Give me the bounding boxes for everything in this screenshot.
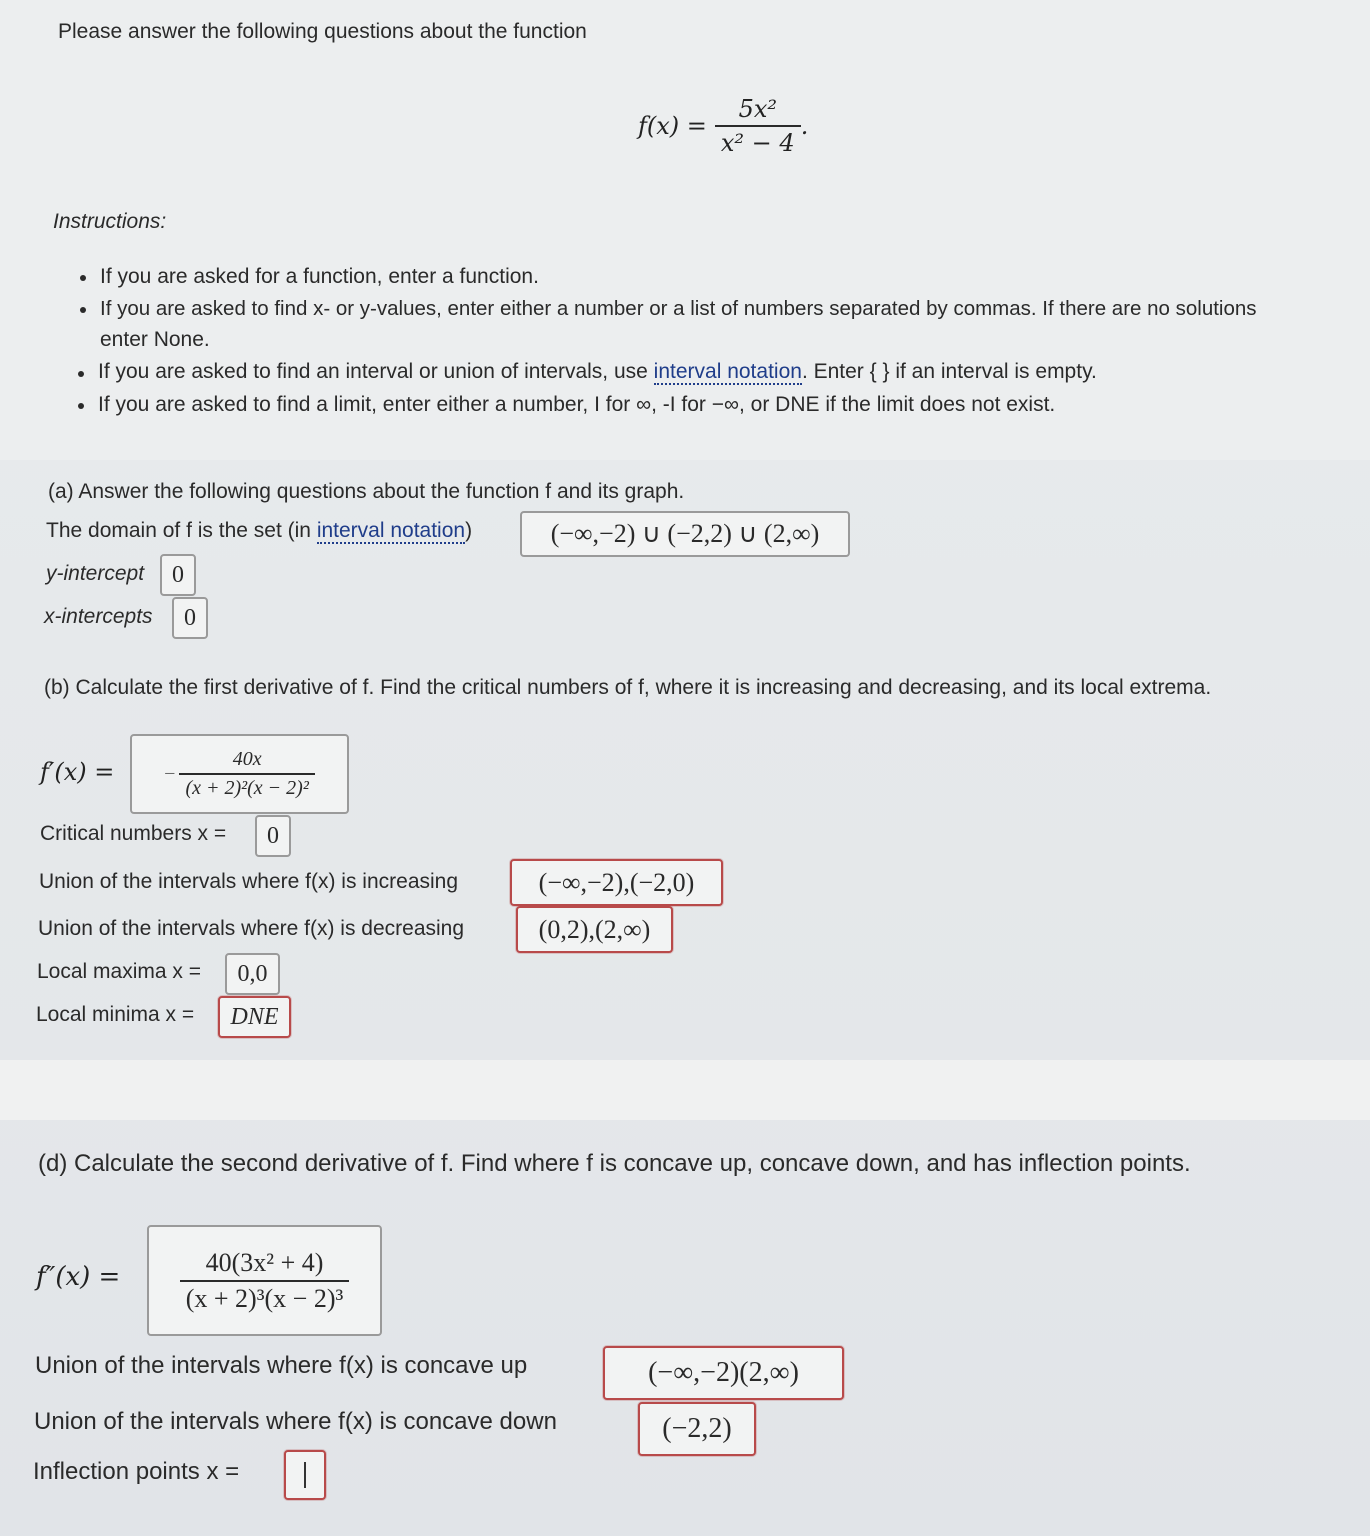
fprime-answer-field[interactable] bbox=[130, 734, 349, 814]
light-band-top bbox=[0, 0, 1370, 460]
concave-up-label: Union of the intervals where f(x) is concave up bbox=[35, 1352, 528, 1379]
increasing-label: Union of the intervals where f(x) is increasing bbox=[39, 870, 459, 893]
instruction-limits: If you are asked to find a limit, enter either a number, I for ∞, -I for −∞, or DNE if the limit does not exist. bbox=[98, 393, 1056, 416]
function-period: . bbox=[800, 112, 809, 140]
domain-label-after: ) bbox=[465, 519, 473, 542]
bullet-dot bbox=[78, 403, 84, 409]
domain-interval-notation-link[interactable]: interval notation bbox=[316, 519, 466, 542]
bullet-dot bbox=[80, 275, 86, 281]
local-minima-answer-field[interactable]: DNE bbox=[218, 996, 291, 1038]
fprime-numerator: 40x bbox=[232, 748, 262, 770]
instruction-values-line2: enter None. bbox=[100, 328, 210, 351]
inflection-points-label: Inflection points x = bbox=[33, 1458, 240, 1485]
local-minima-label: Local minima x = bbox=[36, 1003, 195, 1026]
function-denominator: x² − 4 bbox=[715, 125, 801, 157]
fdoubleprime-answer-field[interactable] bbox=[147, 1225, 382, 1336]
fdoubleprime-label: f″(x) = bbox=[36, 1262, 121, 1292]
fdoubleprime-fraction bbox=[180, 1248, 350, 1314]
function-lhs: f(x) = bbox=[638, 112, 707, 140]
function-fraction bbox=[715, 95, 801, 157]
decreasing-label: Union of the intervals where f(x) is decreasing bbox=[38, 917, 465, 940]
text-cursor bbox=[304, 1462, 306, 1488]
concave-down-label: Union of the intervals where f(x) is concave down bbox=[34, 1408, 557, 1435]
inflection-points-answer-field[interactable] bbox=[284, 1450, 326, 1500]
y-intercept-answer-field[interactable]: 0 bbox=[160, 554, 196, 596]
x-intercepts-answer-field[interactable]: 0 bbox=[172, 597, 208, 639]
concave-down-answer-field[interactable]: (−2,2) bbox=[638, 1402, 756, 1456]
fprime-denominator: (x + 2)²(x − 2)² bbox=[179, 773, 314, 800]
part-d-heading: (d) Calculate the second derivative of f. Find where f is concave up, concave down, and has inflection points. bbox=[38, 1150, 1191, 1177]
domain-answer-field[interactable]: (−∞,−2) ∪ (−2,2) ∪ (2,∞) bbox=[520, 511, 850, 557]
increasing-answer-field[interactable]: (−∞,−2),(−2,0) bbox=[510, 859, 723, 906]
y-intercept-label: y-intercept bbox=[46, 562, 145, 585]
instruction-intervals-after: . Enter { } if an interval is empty. bbox=[801, 360, 1097, 383]
domain-label-before: The domain of f is the set (in bbox=[46, 519, 311, 542]
instructions-heading: Instructions: bbox=[53, 210, 167, 233]
fprime-fraction bbox=[179, 748, 314, 800]
part-a-heading: (a) Answer the following questions about the function f and its graph. bbox=[48, 480, 685, 503]
decreasing-answer-field[interactable]: (0,2),(2,∞) bbox=[516, 906, 673, 953]
fdoubleprime-numerator: 40(3x² + 4) bbox=[205, 1247, 324, 1277]
instruction-values-line1: If you are asked to find x- or y-values, enter either a number or a list of numbers separated by commas. If there are no solutions bbox=[100, 297, 1257, 320]
domain-label bbox=[46, 519, 472, 543]
light-band-middle bbox=[0, 1060, 1370, 1120]
interval-notation-link[interactable]: interval notation bbox=[653, 360, 802, 383]
concave-up-answer-field[interactable]: (−∞,−2)(2,∞) bbox=[603, 1346, 844, 1400]
local-maxima-label: Local maxima x = bbox=[37, 960, 201, 983]
function-definition bbox=[638, 95, 808, 157]
function-numerator: 5x² bbox=[738, 95, 777, 123]
intro-text: Please answer the following questions about the function bbox=[58, 20, 587, 43]
critical-numbers-answer-field[interactable]: 0 bbox=[255, 815, 291, 857]
local-maxima-answer-field[interactable]: 0,0 bbox=[225, 953, 280, 995]
bullet-dot bbox=[78, 371, 84, 377]
fprime-minus-sign: − bbox=[164, 762, 176, 785]
x-intercepts-label: x-intercepts bbox=[44, 605, 153, 628]
critical-numbers-label: Critical numbers x = bbox=[40, 822, 227, 845]
bullet-dot bbox=[80, 307, 86, 313]
instruction-intervals bbox=[98, 360, 1097, 384]
fdoubleprime-denominator: (x + 2)³(x − 2)³ bbox=[180, 1280, 350, 1314]
part-b-heading: (b) Calculate the first derivative of f. Find the critical numbers of f, where it is increasing and decreasing, and its local extrema. bbox=[44, 676, 1212, 699]
instruction-intervals-before: If you are asked to find an interval or union of intervals, use bbox=[98, 360, 648, 383]
fprime-label: f′(x) = bbox=[40, 758, 115, 786]
instruction-function: If you are asked for a function, enter a function. bbox=[100, 265, 539, 288]
